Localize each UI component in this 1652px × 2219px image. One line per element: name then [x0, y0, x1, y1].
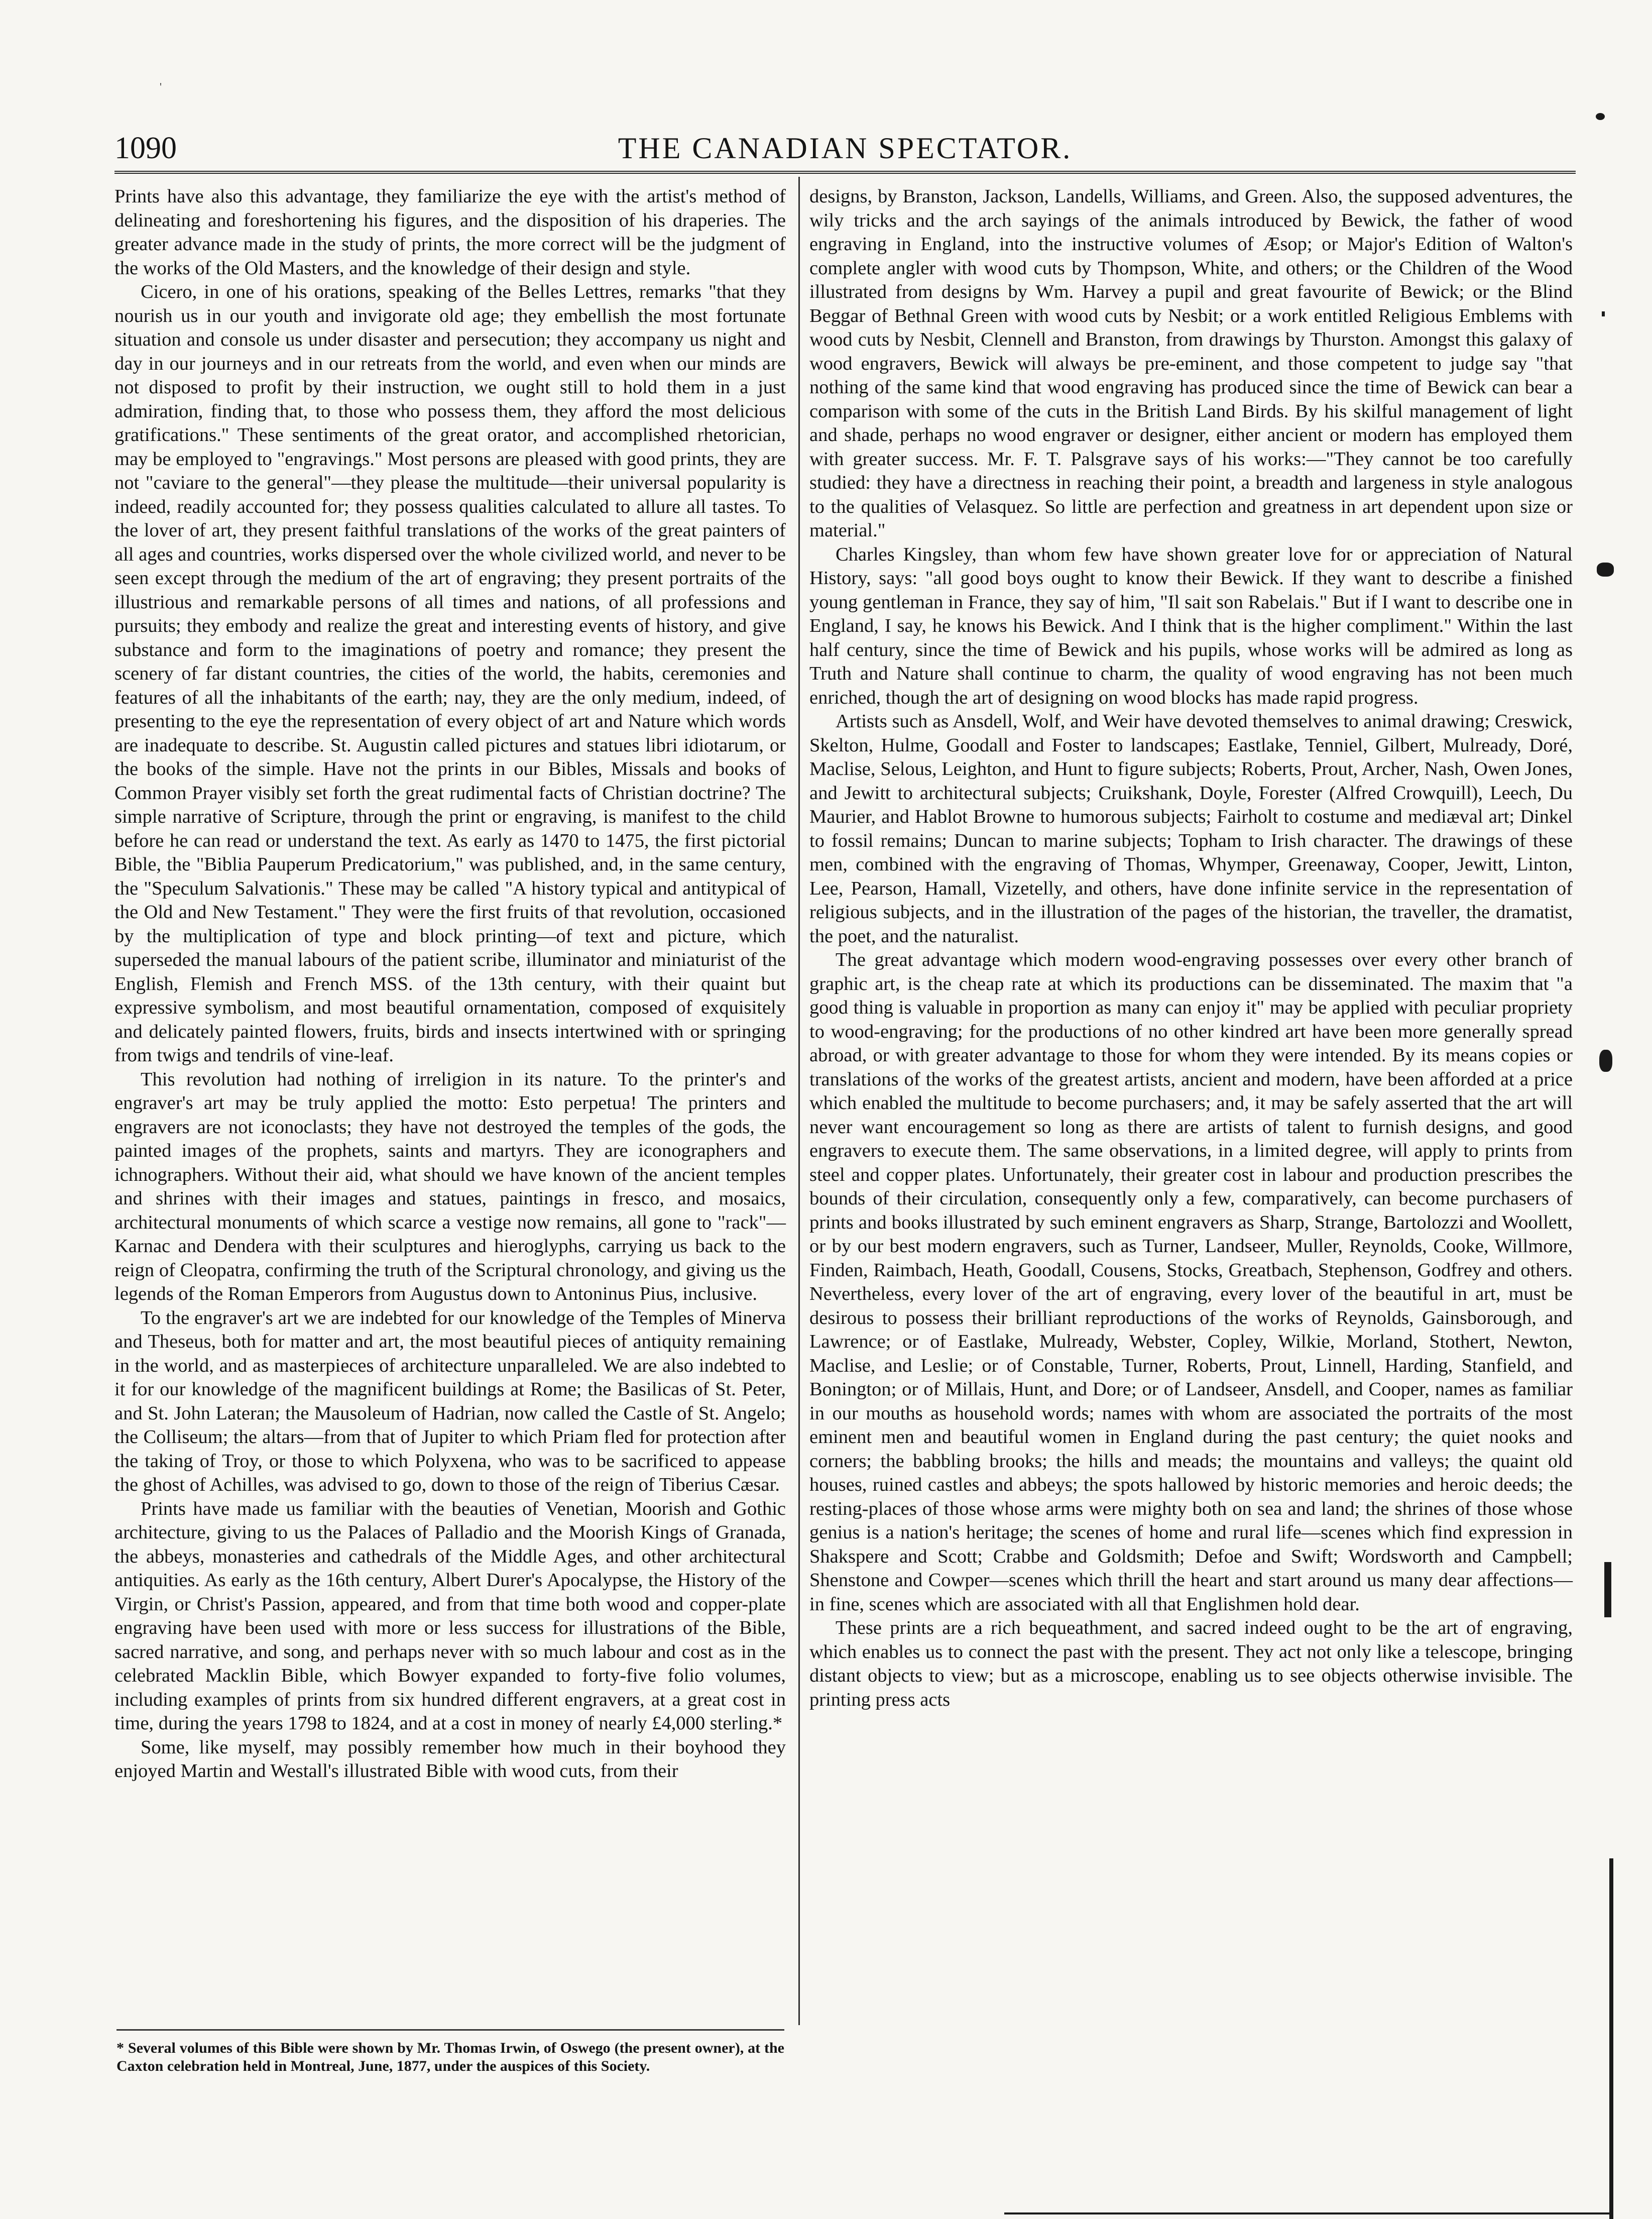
- page-header: [114, 128, 1576, 168]
- binding-mark: [1602, 311, 1605, 316]
- paragraph: The great advantage which modern wood-engraving possesses over every other branch of graphic art, is the cheap rate at which its productions can be disseminated. The maxim that "a good thing is valuable in proportion as many can enjoy it" may be applied with peculiar propriety to wood-engraving; for the productions of no other kindred art have been more generally spread abroad, or with greater advantage to those for whom they were intended. By its means copies or translations of the works of the greatest artists, ancient and modern, have been afforded at a price which enabled the multitude to become purchasers; and, it may be safely asserted that the art will never want encouragement so long as there are artists of talent to furnish designs, and good engravers to execute them. The same observations, in a limited degree, will apply to prints from steel and copper plates. Unfortunately, their greater cost in labour and production prescribes the bounds of their circulation, consequently only a few, comparatively, can become purchasers of prints and books illustrated by such eminent engravers as Sharp, Strange, Bartolozzi and Woollett, or by our best modern engravers, such as Turner, Landseer, Muller, Reynolds, Cooke, Willmore, Finden, Raimbach, Heath, Goodall, Cousens, Stocks, Greatbach, Stephenson, Godfrey and others. Nevertheless, every lover of the art of engraving, every lover of the beautiful in art, must be desirous to possess their brilliant reproductions of the works of Reynolds, Gainsborough, and Lawrence; or of Eastlake, Mulready, Webster, Copley, Wilkie, Morland, Stothert, Newton, Maclise, and Leslie; or of Constable, Turner, Roberts, Prout, Linnell, Harding, Stanfield, and Bonington; or of Millais, Hunt, and Dore; or of Landseer, Ansdell, and Cooper, names as familiar in our mouths as household words; names with whom are associated the portraits of the most eminent men and beautiful women in England during the past century; the quiet nooks and corners; the babbling brooks; the hills and meads; the mountains and valleys; the quaint old houses, ruined castles and abbeys; the spots hallowed by historic memories and heroic deeds; the resting-places of those whose arms were mighty both on sea and land; the shrines of those whose genius is a nation's heritage; the scenes of home and rural life—scenes which find expression in Shakspere and Scott; Crabbe and Goldsmith; Defoe and Swift; Wordsworth and Campbell; Shenstone and Cowper—scenes which thrill the heart and start around us many dear affections—in fine, scenes which are associated with all that Englishmen hold dear.: [809, 949, 1573, 1615]
- paragraph: designs, by Branston, Jackson, Landells, Williams, and Green. Also, the supposed adventures, the wily tricks and the arch sayings of the animals introduced by Bewick, the father of wood engraving in England, into the instructive volumes of Æsop; or Major's Edition of Walton's complete angler with wood cuts by Thompson, White, and others; or the Children of the Wood illustrated from designs by Wm. Harvey a pupil and great favourite of Bewick; or the Blind Beggar of Bethnal Green with wood cuts by Nesbit; or a work entitled Religious Emblems with wood cuts by Nesbit, Clennell and Branston, from drawings by Thurston. Amongst this galaxy of wood engravers, Bewick will always be pre-eminent, and those competent to judge say "that nothing of the same kind that wood engraving has produced since the time of Bewick can bear a comparison with some of the cuts in the British Land Birds. By his skilful management of light and shade, perhaps no wood engraver or designer, either ancient or modern has employed them with greater success. Mr. F. T. Palsgrave says of his works:—"They cannot be too carefully studied: they have a directness in reaching their point, a breadth and largeness in style analogous to the qualities of Velasquez. So little are perfection and greatness in art dependent upon size or material.": [809, 186, 1573, 541]
- binding-mark: [1597, 563, 1614, 577]
- binding-mark: [1596, 113, 1605, 120]
- paragraph: To the engraver's art we are indebted for our knowledge of the Temples of Minerva and Theseus, both for matter and art, the most beautiful pieces of antiquity remaining in the world, and as masterpieces of architecture unparalleled. We are also indebted to it for our knowledge of the magnificent buildings at Rome; the Basilicas of St. Peter, and St. John Lateran; the Mausoleum of Hadrian, now called the Castle of St. Angelo; the Colliseum; the altars—from that of Jupiter to which Priam fled for protection after the taking of Troy, or those to which Polyxena, who was to be sacrificed to appease the ghost of Achilles, was advised to go, down to those of the reign of Tiberius Cæsar.: [114, 1307, 786, 1495]
- paragraph: This revolution had nothing of irreligion in its nature. To the printer's and engraver's art may be truly applied the motto: Esto perpetua! The printers and engravers are not iconoclasts; they have not destroyed the temples of the gods, the painted images of the prophets, saints and martyrs. They are iconographers and ichnographers. Without their aid, what should we have known of the ancient temples and shrines with their images and statues, paintings in fresco, and mosaics, architectural monuments of which scarce a vestige now remains, all gone to "rack"—Karnac and Dendera with their sculptures and hieroglyphs, carrying us back to the reign of Cleopatra, confirming the truth of the Scriptural chronology, and giving us the legends of the Roman Emperors from Augustus down to Antoninus Pius, inclusive.: [114, 1068, 786, 1304]
- page-number: 1090: [114, 131, 177, 165]
- paragraph: Charles Kingsley, than whom few have shown greater love for or appreciation of Natural History, says: "all good boys ought to know their Bewick. If they want to describe a finished young gentleman in France, they say of him, "Il sait son Rabelais." But if I want to describe one in England, I say, he knows his Bewick. And I think that is the higher compliment." Within the last half century, since the time of Bewick and his pupils, whose works will be admired as long as Truth and Nature shall continue to charm, the quality of wood engraving has not been much enriched, though the art of designing on wood blocks has made rapid progress.: [809, 543, 1573, 708]
- binding-mark: [1604, 1562, 1611, 1617]
- column-divider: [798, 177, 800, 2025]
- paragraph: Prints have also this advantage, they familiarize the eye with the artist's method of delineating and foreshortening his figures, and the disposition of his draperies. The greater advance made in the study of prints, the more correct will be the judgment of the works of the Old Masters, and the knowledge of their design and style.: [114, 186, 786, 279]
- paragraph: Artists such as Ansdell, Wolf, and Weir have devoted themselves to animal drawing; Creswick, Skelton, Hulme, Goodall and Foster to landscapes; Eastlake, Tenniel, Gilbert, Mulready, Doré, Maclise, Selous, Leighton, and Hunt to figure subjects; Roberts, Prout, Archer, Nash, Owen Jones, and Jewitt to architectural subjects; Cruikshank, Doyle, Forester (Alfred Crowquill), Leech, Du Maurier, and Hablot Browne to humorous subjects; Fairholt to costume and mediæval art; Dinkel to fossil remains; Duncan to marine subjects; Topham to Irish character. The drawings of these men, combined with the engraving of Thomas, Whymper, Greenaway, Cooper, Jewitt, Linton, Lee, Pearson, Hamall, Vizetelly, and others, have done infinite service in the representation of religious subjects, and in the illustration of the pages of the historian, the traveller, the dramatist, the poet, and the naturalist.: [809, 711, 1573, 947]
- footnote-rule: [116, 2029, 784, 2031]
- page-title: THE CANADIAN SPECTATOR.: [618, 132, 1073, 165]
- left-column: [114, 185, 786, 1784]
- stray-mark: ': [160, 80, 162, 93]
- header-rule: [114, 171, 1576, 174]
- paragraph: Cicero, in one of his orations, speaking of the Belles Lettres, remarks "that they nourish us in our youth and invigorate old age; they embellish the most fortunate situation and console us under disaster and persecution; they accompany us night and day in our journeys and in our retreats from the world, and even when our minds are not disposed to profit by their instruction, we ought still to hold them in a just admiration, finding that, to those who possess them, they afford the most delicious gratifications." These sentiments of the great orator, and accomplished rhetorician, may be employed to "engravings." Most persons are pleased with good prints, they are not "caviare to the general"—they please the multitude—their universal popularity is indeed, readily accounted for; they possess qualities calculated to allure all tastes. To the lover of art, they present faithful translations of the works of the great painters of all ages and countries, works dispersed over the whole civilized world, and never to be seen except through the medium of the art of engraving; they present portraits of the illustrious and remarkable persons of all times and nations, of all professions and pursuits; they embody and realize the great and interesting events of history, and give substance and form to the imaginations of poetry and romance; they present the scenery of far distant countries, the cities of the world, the habits, ceremonies and features of all the inhabitants of the earth; nay, they are the only medium, indeed, of presenting to the eye the representation of every object of art and Nature which words are inadequate to describe. St. Augustin called pictures and statues libri idiotarum, or the books of the simple. Have not the prints in our Bibles, Missals and books of Common Prayer visibly set forth the great rudimental facts of Christian doctrine? The simple narrative of Scripture, through the print or engraving, is manifest to the child before he can read or understand the text. As early as 1470 to 1475, the first pictorial Bible, the "Biblia Pauperum Predicatorium," was published, and, in the same century, the "Speculum Salvationis." These may be called "A history typical and antitypical of the Old and New Testament." They were the first fruits of that revolution, occasioned by the multiplication of type and block printing—of text and picture, which superseded the manual labours of the patient scribe, illuminator and miniaturist of the English, Flemish and French MSS. of the 13th century, with their quaint but expressive symbolism, and most beautiful ornamentation, composed of exquisitely and delicately painted flowers, fruits, birds and insects intertwined with or springing from twigs and tendrils of vine-leaf.: [114, 281, 786, 1066]
- binding-mark: [1599, 1050, 1612, 1072]
- paragraph: These prints are a rich bequeathment, and sacred indeed ought to be the art of engraving, which enables us to connect the past with the present. They act not only like a telescope, bringing distant objects to view; but as a microscope, enabling us to see objects otherwise invisible. The printing press acts: [809, 1617, 1573, 1710]
- paragraph: Some, like myself, may possibly remember how much in their boyhood they enjoyed Martin and Westall's illustrated Bible with wood cuts, from their: [114, 1736, 786, 1782]
- footnote: * Several volumes of this Bible were shown by Mr. Thomas Irwin, of Oswego (the present owner), at the Caxton celebration held in Montreal, June, 1877, under the auspices of this Society.: [116, 2040, 784, 2074]
- binding-mark: [1609, 1858, 1613, 2219]
- right-column: [809, 185, 1573, 1712]
- paragraph: Prints have made us familiar with the beauties of Venetian, Moorish and Gothic architecture, giving to us the Palaces of Palladio and the Moorish Kings of Granada, the abbeys, monasteries and cathedrals of the Middle Ages, and other architectural antiquities. As early as the 16th century, Albert Durer's Apocalypse, the History of the Virgin, or Christ's Passion, appeared, and from that time both wood and copper-plate engraving have been used with more or less success for illustrations of the Bible, sacred narrative, and song, and perhaps never with so much labour and cost as in the celebrated Macklin Bible, which Bowyer expanded to forty-five folio volumes, including examples of prints from six hundred different engravers, at a great cost in time, during the years 1798 to 1824, and at a cost in money of nearly £4,000 sterling.*: [114, 1498, 786, 1734]
- binding-mark: [1004, 2212, 1612, 2214]
